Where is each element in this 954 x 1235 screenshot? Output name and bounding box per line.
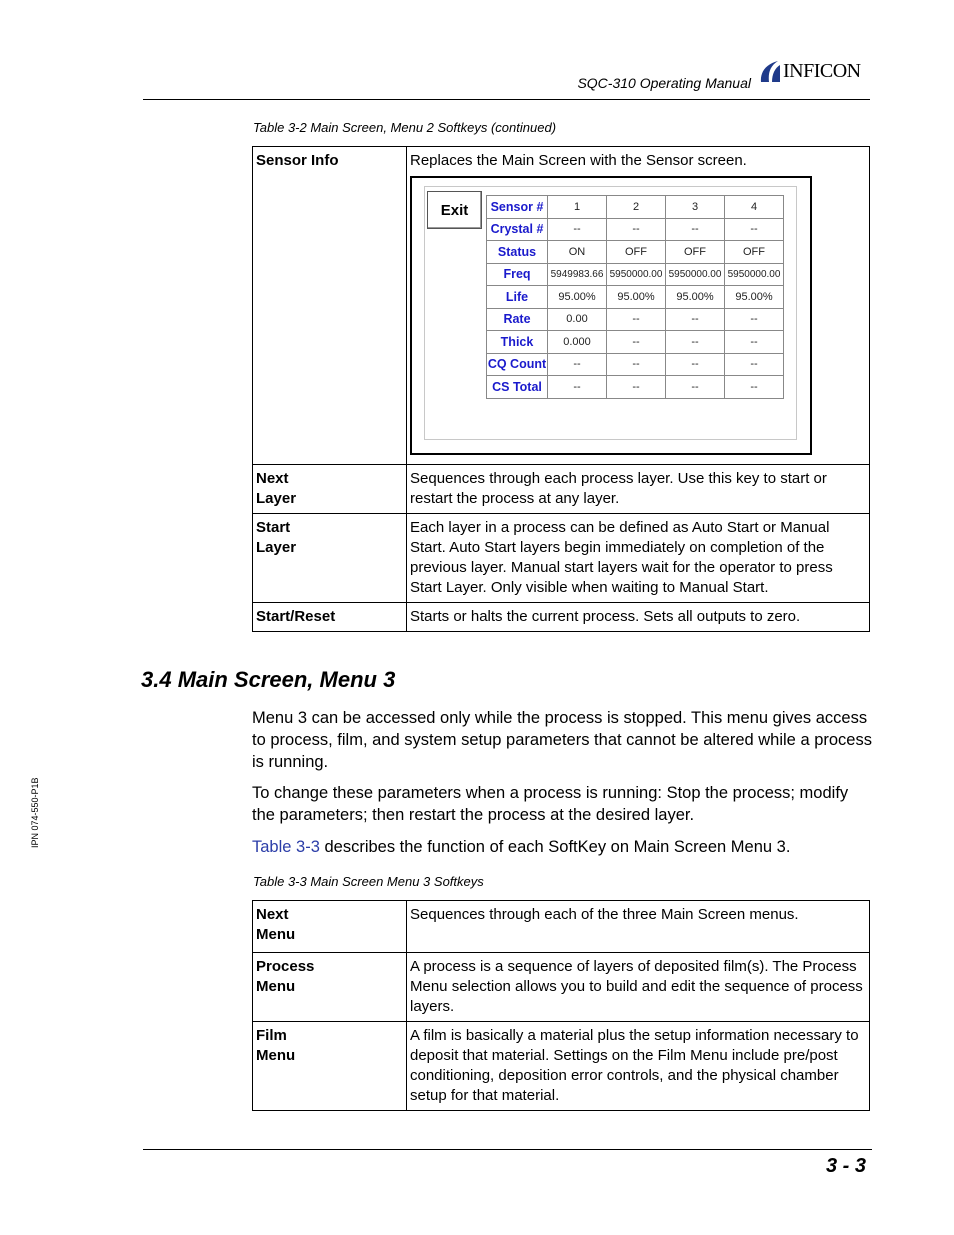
sensor-row [487, 376, 784, 399]
table3 [252, 900, 870, 1111]
row-key [253, 1022, 407, 1111]
sensor-cell: -- [548, 353, 607, 376]
sensor-row [487, 353, 784, 376]
desc-text: A film is basically a material plus the setup information necessary to deposit that material. Settings on the Film Menu include pre/post conditioning, deposition error controls, and the physical chamber setup for that material. [410, 1027, 859, 1104]
key-text: Layer [256, 539, 297, 556]
row-key [253, 603, 407, 632]
desc-text: Replaces the Main Screen with the Sensor screen. [410, 152, 747, 169]
sensor-cell: -- [607, 308, 666, 331]
sensor-cell: -- [548, 218, 607, 241]
row-desc [407, 953, 870, 1022]
desc-text: Sequences through each of the three Main Screen menus. [410, 906, 799, 923]
page-number: 3 - 3 [826, 1155, 867, 1177]
sensor-cell: 95.00% [607, 286, 666, 309]
table-row [253, 1022, 870, 1111]
sensor-cell: -- [725, 331, 784, 354]
sensor-cell: -- [725, 308, 784, 331]
sensor-cell: -- [666, 376, 725, 399]
sensor-row-label: CS Total [487, 376, 548, 399]
row-key [253, 147, 407, 465]
key-text: Menu [256, 926, 296, 943]
sensor-row [487, 241, 784, 264]
sensor-row [487, 263, 784, 286]
row-desc [407, 901, 870, 953]
footer-rule [143, 1149, 872, 1150]
sensor-cell: 5949983.66 [548, 263, 607, 286]
sensor-cell: 2 [607, 196, 666, 219]
row-key [253, 953, 407, 1022]
sensor-row [487, 308, 784, 331]
paragraph-change-params: To change these parameters when a process is running: Stop the process; modify the parameters; then restart the process at the desired layer. [252, 784, 849, 824]
table2-caption: Table 3-2 Main Screen, Menu 2 Softkeys (continued) [253, 120, 557, 135]
sensor-cell: -- [725, 218, 784, 241]
sensor-row-label: Freq [487, 263, 548, 286]
exit-button[interactable]: Exit [427, 191, 482, 229]
row-key [253, 514, 407, 603]
key-text: Film [256, 1027, 287, 1044]
sensor-cell: OFF [607, 241, 666, 264]
sensor-cell: ON [548, 241, 607, 264]
sensor-cell: 95.00% [548, 286, 607, 309]
sensor-row-label: Life [487, 286, 548, 309]
sensor-cell: -- [607, 331, 666, 354]
key-text: Next [256, 906, 289, 923]
sensor-row [487, 331, 784, 354]
sensor-row-label: Crystal # [487, 218, 548, 241]
sensor-cell: -- [607, 353, 666, 376]
sensor-cell: -- [725, 353, 784, 376]
sensor-row-label: CQ Count [487, 353, 548, 376]
desc-text: Starts or halts the current process. Sets all outputs to zero. [410, 608, 801, 625]
key-text: Start [256, 519, 291, 536]
sensor-row-label: Sensor # [487, 196, 548, 219]
sensor-row-label: Status [487, 241, 548, 264]
table3-caption: Table 3-3 Main Screen Menu 3 Softkeys [253, 874, 484, 889]
desc-text: A process is a sequence of layers of deposited film(s). The Process Menu selection allows you to build and edit the sequence of process layers. [410, 958, 863, 1015]
row-key [253, 901, 407, 953]
table-row [253, 901, 870, 953]
sensor-cell: 0.00 [548, 308, 607, 331]
row-key [253, 465, 407, 514]
key-text: Menu [256, 978, 296, 995]
sensor-cell: -- [666, 218, 725, 241]
sensor-row-label: Thick [487, 331, 548, 354]
sensor-cell: 4 [725, 196, 784, 219]
sensor-cell: -- [725, 376, 784, 399]
sensor-row-label: Rate [487, 308, 548, 331]
key-text: Layer [256, 490, 297, 507]
paragraph-table-ref [252, 836, 872, 858]
sensor-cell: 5950000.00 [725, 263, 784, 286]
sensor-cell: -- [666, 308, 725, 331]
row-desc [407, 603, 870, 632]
key-text: Start/Reset [256, 608, 336, 625]
desc-text: Each layer in a process can be defined as Auto Start or Manual Start. Auto Start layers begin immediately on completion of the previous layer. Manual start layers wait for the operator to press Start Layer. Only visible when waiting to Manual Start. [410, 519, 833, 596]
sensor-cell: 95.00% [725, 286, 784, 309]
document-code: IPN 074-550-P1B [30, 777, 40, 848]
sensor-cell: -- [666, 353, 725, 376]
desc-text: Sequences through each process layer. Use this key to start or restart the process at any layer. [410, 470, 827, 507]
table-3-3-link[interactable]: Table 3-3 [252, 838, 320, 856]
table-row [253, 465, 870, 514]
sensor-row [487, 218, 784, 241]
row-desc [407, 514, 870, 603]
sensor-cell: OFF [666, 241, 725, 264]
sensor-cell: -- [548, 376, 607, 399]
sensor-cell: -- [607, 218, 666, 241]
table-row [253, 953, 870, 1022]
sensor-cell: 5950000.00 [666, 263, 725, 286]
section-heading: 3.4 Main Screen, Menu 3 [141, 667, 396, 692]
sensor-row [487, 196, 784, 219]
key-text: Menu [256, 1047, 296, 1064]
sensor-table [486, 195, 784, 399]
sensor-cell: 1 [548, 196, 607, 219]
paragraph-intro: Menu 3 can be accessed only while the process is stopped. This menu gives access to process, film, and system setup parameters that cannot be altered while a process is running. [252, 709, 872, 771]
brand-name: INFICON [783, 60, 861, 82]
row-desc [407, 465, 870, 514]
header-rule [143, 99, 870, 100]
paragraph-table-ref-text: describes the function of each SoftKey on Main Screen Menu 3. [319, 838, 791, 856]
sensor-cell: -- [666, 331, 725, 354]
manual-title: SQC-310 Operating Manual [577, 75, 751, 91]
sensor-cell: 95.00% [666, 286, 725, 309]
sensor-cell: -- [607, 376, 666, 399]
table-row [253, 603, 870, 632]
sensor-cell: 0.000 [548, 331, 607, 354]
row-desc [407, 1022, 870, 1111]
key-text: Next [256, 470, 289, 487]
sensor-row [487, 286, 784, 309]
sensor-cell: OFF [725, 241, 784, 264]
sensor-cell: 3 [666, 196, 725, 219]
table-row [253, 514, 870, 603]
key-text: Sensor Info [256, 152, 339, 169]
key-text: Process [256, 958, 315, 975]
sensor-cell: 5950000.00 [607, 263, 666, 286]
